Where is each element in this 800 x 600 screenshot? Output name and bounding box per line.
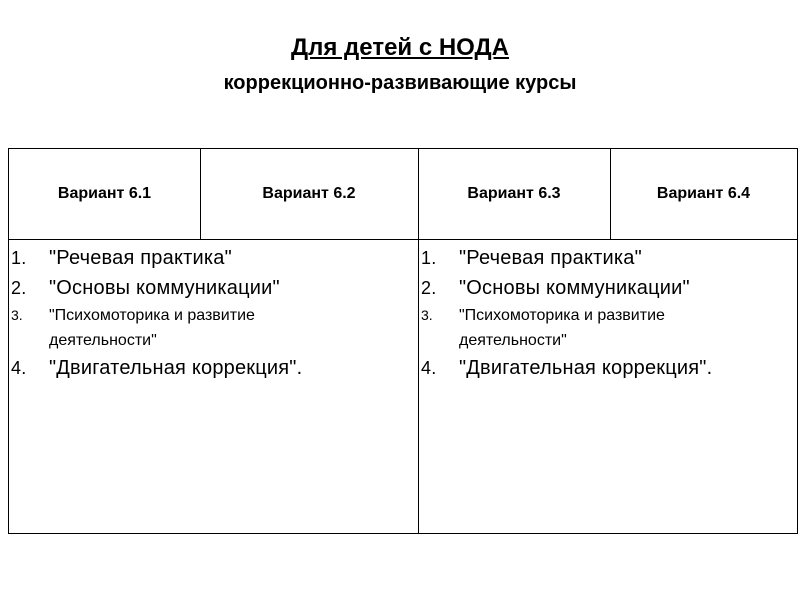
header-variant-6-3: Вариант 6.3 bbox=[467, 185, 561, 202]
course-list-left bbox=[11, 243, 401, 383]
course-name: "Психомоторика и развитие деятельности" bbox=[49, 307, 255, 349]
course-list-right bbox=[421, 243, 796, 383]
page-subtitle: коррекционно-развивающие курсы bbox=[223, 72, 577, 94]
header-divider bbox=[200, 149, 201, 239]
course-name: "Основы коммуникации" bbox=[49, 277, 280, 299]
course-name: "Психомоторика и развитие деятельности" bbox=[459, 307, 665, 349]
list-item: 3. "Психомоторика и развитие деятельности" bbox=[11, 307, 255, 349]
header-divider bbox=[610, 149, 611, 239]
list-item: 2. "Основы коммуникации" bbox=[11, 277, 280, 299]
list-item: 2. "Основы коммуникации" bbox=[421, 277, 690, 299]
list-item: 3. "Психомоторика и развитие деятельности" bbox=[421, 307, 665, 349]
course-name: "Двигательная коррекция". bbox=[459, 357, 713, 379]
list-item: 1. "Речевая практика" bbox=[421, 247, 642, 269]
header-variant-6-1: Вариант 6.1 bbox=[57, 185, 152, 202]
list-item: 4. "Двигательная коррекция". bbox=[11, 357, 303, 379]
course-name: "Двигательная коррекция". bbox=[49, 357, 303, 379]
course-name: "Основы коммуникации" bbox=[459, 277, 690, 299]
header-separator bbox=[9, 239, 797, 240]
variants-table bbox=[8, 148, 798, 534]
header-variant-6-4: Вариант 6.4 bbox=[656, 185, 751, 202]
list-item: 1. "Речевая практика" bbox=[11, 247, 232, 269]
course-name: "Речевая практика" bbox=[49, 247, 232, 269]
page-title: Для детей с НОДА bbox=[291, 34, 509, 61]
column-divider bbox=[418, 149, 419, 533]
course-name: "Речевая практика" bbox=[459, 247, 642, 269]
list-item: 4. "Двигательная коррекция". bbox=[421, 357, 713, 379]
header-variant-6-2: Вариант 6.2 bbox=[262, 185, 356, 202]
